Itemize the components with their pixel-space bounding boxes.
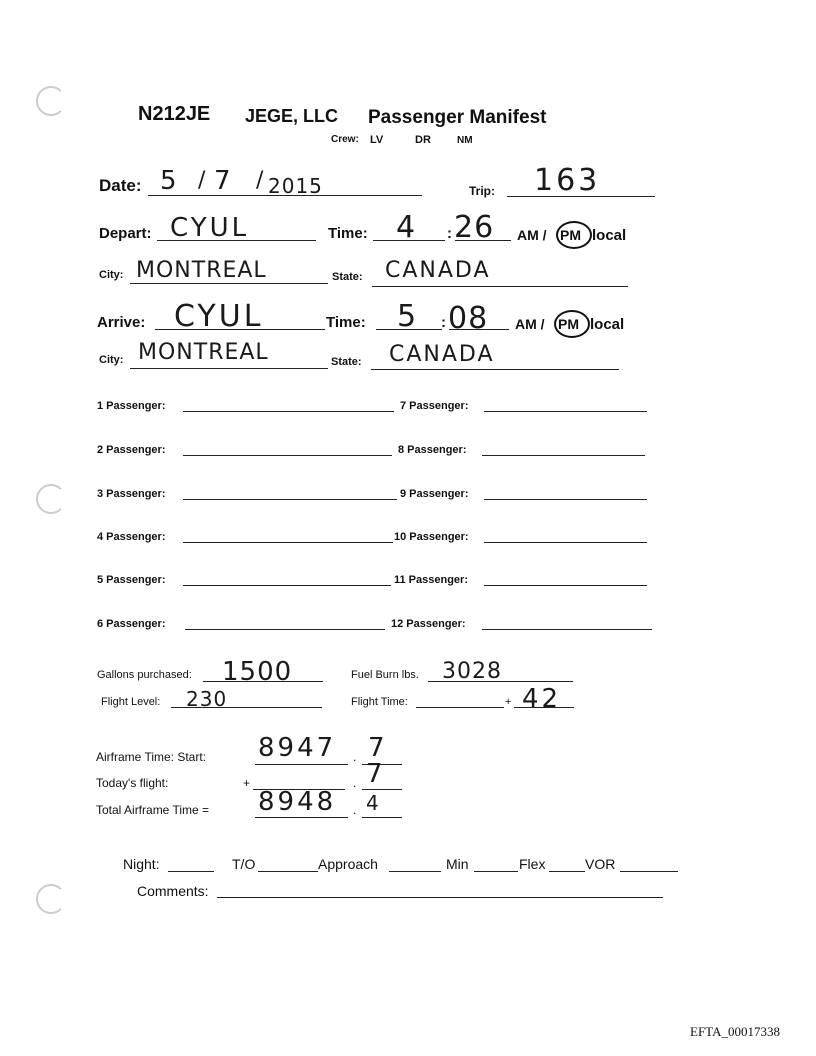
- crew-label: Crew:: [331, 134, 359, 145]
- flight-time-label: Flight Time:: [351, 696, 408, 708]
- depart-colon: :: [447, 225, 452, 242]
- passenger-8-line[interactable]: [482, 455, 645, 456]
- passenger-3-line[interactable]: [183, 499, 397, 500]
- crew-2: DR: [415, 134, 431, 146]
- passenger-11-line[interactable]: [484, 585, 647, 586]
- flight-level-value: 230: [186, 687, 228, 711]
- total-airframe-dot: .: [353, 803, 357, 817]
- passenger-7-line[interactable]: [484, 411, 647, 412]
- flight-level-label: Flight Level:: [101, 696, 161, 708]
- arrive-colon: :: [441, 314, 446, 331]
- total-airframe-tenth: 4: [366, 791, 382, 815]
- passenger-9-line[interactable]: [484, 499, 647, 500]
- todays-flight-label: Today's flight:: [96, 776, 169, 790]
- punch-hole-bottom: [36, 884, 66, 914]
- approach-label: Approach: [318, 856, 378, 872]
- passenger-5-line[interactable]: [183, 585, 391, 586]
- arrive-state-label: State:: [331, 356, 362, 368]
- total-airframe-whole: 8948: [258, 787, 337, 817]
- arrive-city-line: [130, 368, 328, 369]
- passenger-10-line[interactable]: [484, 542, 647, 543]
- todays-flight-tenth-line: [362, 789, 402, 790]
- passenger-6-label: 6 Passenger:: [97, 618, 166, 630]
- flight-time-value: 42: [522, 684, 562, 714]
- passenger-2-label: 2 Passenger:: [97, 444, 166, 456]
- date-month: 5: [160, 166, 180, 196]
- night-label: Night:: [123, 856, 160, 872]
- passenger-2-line[interactable]: [183, 455, 392, 456]
- total-airframe-tenth-line: [362, 817, 402, 818]
- passenger-12-line[interactable]: [482, 629, 652, 630]
- to-label: T/O: [232, 856, 256, 872]
- passenger-6-line[interactable]: [185, 629, 385, 630]
- fuel-burn-label: Fuel Burn lbs.: [351, 669, 419, 681]
- airframe-start-whole: 8947: [258, 733, 337, 763]
- airframe-start-line: [255, 764, 348, 765]
- document-id: EFTA_00017338: [690, 1024, 780, 1039]
- arrive-label: Arrive:: [97, 314, 146, 331]
- punch-hole-middle: [36, 484, 66, 514]
- airframe-start-tenth: 7: [368, 733, 388, 763]
- vor-line[interactable]: [620, 871, 678, 872]
- passenger-5-label: 5 Passenger:: [97, 574, 166, 586]
- depart-city-line: [130, 283, 328, 284]
- passenger-4-label: 4 Passenger:: [97, 531, 166, 543]
- depart-hour: 4: [396, 210, 419, 245]
- passenger-12-label: 12 Passenger:: [391, 618, 466, 630]
- comments-line[interactable]: [217, 897, 663, 898]
- arrive-am: AM /: [515, 316, 545, 332]
- depart-state: CANADA: [385, 258, 491, 283]
- trip-number: 163: [534, 163, 601, 198]
- airframe-start-label: Airframe Time: Start:: [96, 750, 207, 764]
- arrive-local: local: [590, 316, 625, 333]
- night-line[interactable]: [168, 871, 214, 872]
- min-label: Min: [446, 856, 469, 872]
- passenger-9-label: 9 Passenger:: [400, 488, 469, 500]
- flight-time-line: [416, 707, 504, 708]
- date-day: 7: [214, 166, 234, 196]
- arrive-city: MONTREAL: [138, 340, 269, 365]
- to-line[interactable]: [258, 871, 318, 872]
- todays-flight-tenth: 7: [366, 759, 386, 789]
- arrive-hour: 5: [397, 299, 420, 334]
- passenger-3-label: 3 Passenger:: [97, 488, 166, 500]
- depart-city-label: City:: [99, 269, 124, 281]
- form-title: Passenger Manifest: [368, 107, 547, 128]
- total-airframe-line: [255, 817, 348, 818]
- arrive-minute: 08: [448, 301, 489, 336]
- arrive-airport: CYUL: [174, 299, 264, 334]
- todays-flight-dot: .: [353, 776, 357, 790]
- comments-label: Comments:: [137, 883, 209, 899]
- crew-3: NM: [457, 135, 473, 146]
- min-line[interactable]: [474, 871, 518, 872]
- depart-am: AM /: [517, 227, 547, 243]
- date-year: 2015: [268, 174, 323, 198]
- passenger-8-label: 8 Passenger:: [398, 444, 467, 456]
- passenger-7-label: 7 Passenger:: [400, 400, 469, 412]
- depart-label: Depart:: [99, 225, 152, 242]
- trip-label: Trip:: [469, 184, 495, 198]
- passenger-4-line[interactable]: [183, 542, 393, 543]
- flex-line[interactable]: [549, 871, 585, 872]
- gallons-value: 1500: [222, 657, 293, 687]
- passenger-1-label: 1 Passenger:: [97, 400, 166, 412]
- arrive-time-label: Time:: [326, 314, 366, 331]
- date-label: Date:: [99, 176, 142, 195]
- approach-line[interactable]: [389, 871, 441, 872]
- date-sep-1: /: [198, 168, 209, 193]
- depart-minute: 26: [454, 210, 495, 245]
- company-name: JEGE, LLC: [245, 106, 339, 126]
- depart-local: local: [592, 227, 627, 244]
- depart-airport: CYUL: [170, 213, 250, 243]
- date-sep-2: /: [256, 168, 267, 193]
- gallons-label: Gallons purchased:: [97, 669, 192, 681]
- flex-label: Flex: [519, 856, 546, 872]
- depart-state-label: State:: [332, 271, 363, 283]
- depart-state-line: [372, 286, 628, 287]
- arrive-pm: PM: [558, 316, 579, 332]
- depart-pm: PM: [560, 227, 581, 243]
- vor-label: VOR: [585, 856, 616, 872]
- todays-flight-plus: +: [243, 776, 251, 790]
- fuel-burn-value: 3028: [442, 659, 502, 684]
- airframe-start-dot: .: [353, 750, 357, 764]
- passenger-11-label: 11 Passenger:: [394, 574, 468, 586]
- flight-time-plus: +: [505, 696, 512, 708]
- depart-city: MONTREAL: [136, 258, 267, 283]
- total-airframe-label: Total Airframe Time =: [96, 803, 210, 817]
- crew-1: LV: [370, 134, 384, 146]
- passenger-1-line[interactable]: [183, 411, 394, 412]
- tail-number: N212JE: [138, 103, 211, 125]
- punch-hole-top: [36, 86, 66, 116]
- arrive-state-line: [371, 369, 619, 370]
- depart-time-label: Time:: [328, 225, 368, 242]
- passenger-10-label: 10 Passenger:: [394, 531, 469, 543]
- arrive-state: CANADA: [389, 342, 495, 367]
- arrive-city-label: City:: [99, 354, 124, 366]
